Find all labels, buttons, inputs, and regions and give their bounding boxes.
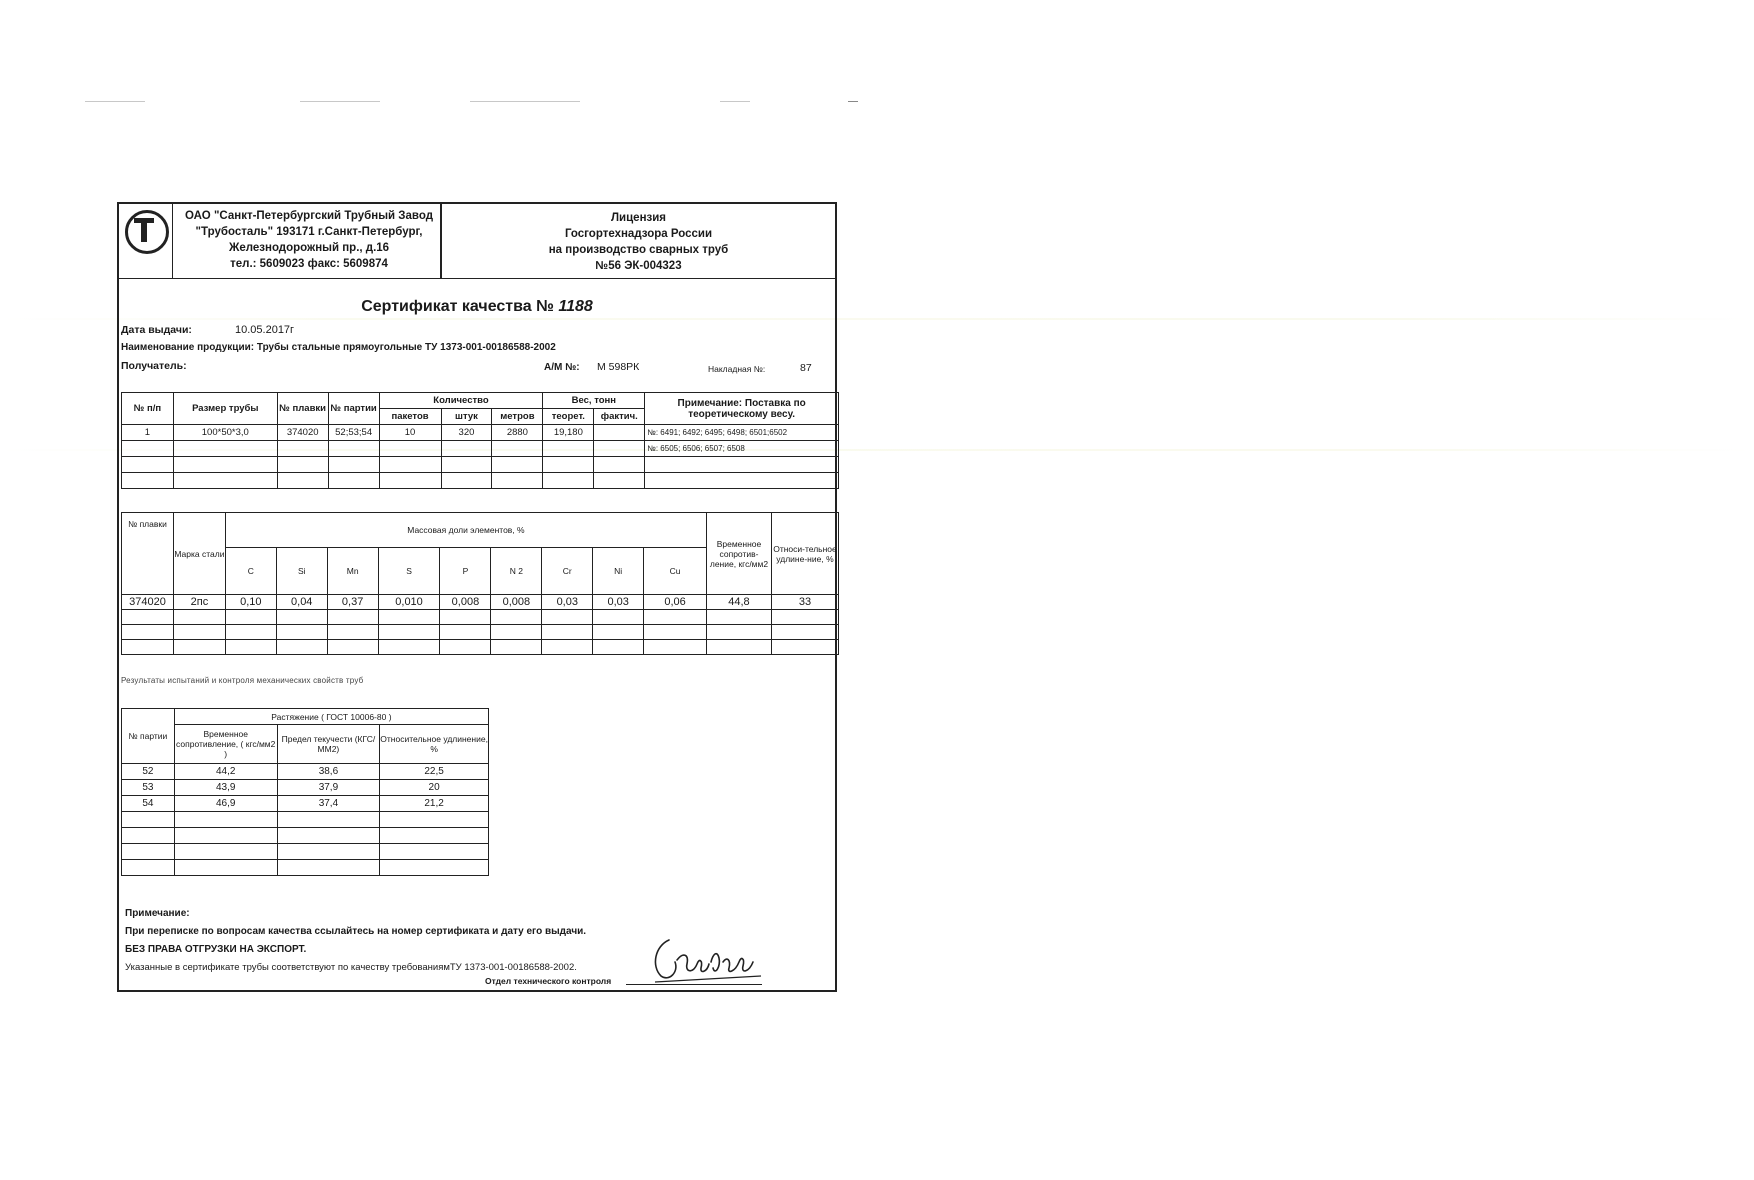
col-header-note: Примечание: Поставка по теоретическому весу. bbox=[645, 393, 839, 425]
issue-date-label: Дата выдачи: bbox=[121, 324, 192, 336]
cell-pieces: 320 bbox=[441, 425, 492, 441]
cell-element-value: 0,10 bbox=[225, 595, 276, 610]
cell-yield-strength: 38,6 bbox=[277, 764, 380, 780]
cell-tensile-strength: 44,8 bbox=[707, 595, 772, 610]
table-row bbox=[122, 625, 839, 640]
license-scope: на производство сварных труб bbox=[548, 244, 729, 256]
table-row bbox=[122, 595, 839, 610]
table-row bbox=[122, 425, 839, 441]
cell-num: 1 bbox=[122, 425, 174, 441]
col-header-actual: фактич. bbox=[594, 409, 645, 425]
cell-element-value: 0,03 bbox=[542, 595, 593, 610]
table-row bbox=[122, 796, 489, 812]
certificate-header bbox=[119, 204, 835, 279]
col-header-elongation: Относительное удлинение, % bbox=[380, 725, 489, 764]
cell-party: 52 bbox=[122, 764, 175, 780]
scan-artifact-mark bbox=[848, 101, 858, 102]
col-header-num: № п/п bbox=[122, 393, 174, 425]
cell-note: №: 6505; 6506; 6507; 6508 bbox=[645, 441, 839, 457]
logo-ring-icon bbox=[125, 210, 169, 254]
col-header-tensile-strength: Временное сопротив-ление, кгс/мм2 bbox=[707, 513, 772, 595]
vehicle-number: М 598РК bbox=[597, 361, 640, 373]
mechanical-table bbox=[121, 708, 489, 876]
cell-packs: 10 bbox=[379, 425, 441, 441]
table-row bbox=[122, 780, 489, 796]
cell-meters: 2880 bbox=[492, 425, 543, 441]
col-header-yield-strength: Предел текучести (КГС/ММ2) bbox=[277, 725, 380, 764]
invoice-label: Накладная №: bbox=[708, 364, 766, 374]
notes-correspondence: При переписке по вопросам качества ссылайтесь на номер сертификата и дату его выдачи. bbox=[125, 926, 587, 937]
cell-melt: 374020 bbox=[277, 425, 328, 441]
col-header-theoretical: теорет. bbox=[543, 409, 594, 425]
col-header-element: P bbox=[440, 548, 491, 595]
cell-size: 100*50*3,0 bbox=[173, 425, 277, 441]
col-header-elongation: Относи-тельное удлине-ние, % bbox=[771, 513, 838, 595]
table-row bbox=[122, 844, 489, 860]
table-row bbox=[122, 764, 489, 780]
cell-element-value: 0,008 bbox=[440, 595, 491, 610]
cell-elongation: 33 bbox=[771, 595, 838, 610]
signature-label: Отдел технического контроля bbox=[485, 976, 612, 986]
logo-pipe-icon bbox=[141, 222, 147, 242]
col-header-tensile-strength: Временное сопротивление, ( кгс/мм2 ) bbox=[174, 725, 277, 764]
table-row bbox=[122, 473, 839, 489]
certificate-number: 1188 bbox=[558, 298, 593, 315]
cell-element-value: 0,37 bbox=[327, 595, 378, 610]
cell-element-value: 0,06 bbox=[644, 595, 707, 610]
notes-label: Примечание: bbox=[125, 908, 190, 919]
table-row bbox=[122, 441, 839, 457]
shipment-table bbox=[121, 392, 839, 489]
company-address: "Трубосталь" 193171 г.Санкт-Петербург, bbox=[195, 226, 423, 238]
license-info bbox=[444, 210, 833, 274]
cell-element-value: 0,010 bbox=[378, 595, 440, 610]
cell-grade: 2пс bbox=[173, 595, 225, 610]
license-authority: Госгортехнадзора России bbox=[564, 228, 713, 240]
cell-note: №: 6491; 6492; 6495; 6498; 6501;6502 bbox=[645, 425, 839, 441]
certificate-title-label: Сертификат качества № bbox=[361, 298, 554, 315]
col-header-size: Размер трубы bbox=[173, 393, 277, 425]
certificate-title bbox=[119, 298, 835, 316]
col-header-pieces: штук bbox=[441, 409, 492, 425]
col-header-melt: № плавки bbox=[277, 393, 328, 425]
cell-elongation: 21,2 bbox=[380, 796, 489, 812]
table-row bbox=[122, 640, 839, 655]
col-header-element: Cu bbox=[644, 548, 707, 595]
cell-elongation: 20 bbox=[380, 780, 489, 796]
col-header-party: № партии bbox=[122, 709, 175, 764]
col-header-tension: Растяжение ( ГОСТ 10006-80 ) bbox=[174, 709, 488, 725]
company-phones: тел.: 5609023 факс: 5609874 bbox=[230, 258, 388, 270]
recipient-label: Получатель: bbox=[121, 360, 187, 372]
cell-tensile-strength: 44,2 bbox=[174, 764, 277, 780]
col-header-grade: Марка стали bbox=[173, 513, 225, 595]
cell-element-value: 0,03 bbox=[593, 595, 644, 610]
col-header-mass-fractions: Массовая доли элементов, % bbox=[225, 513, 706, 548]
col-header-element: N 2 bbox=[491, 548, 542, 595]
license-number: №56 ЭК-004323 bbox=[595, 260, 682, 272]
quality-certificate bbox=[117, 202, 837, 992]
company-name: ОАО "Санкт-Петербургский Трубный Завод bbox=[185, 210, 433, 222]
signature bbox=[649, 932, 769, 988]
notes-no-export: БЕЗ ПРАВА ОТГРУЗКИ НА ЭКСПОРТ. bbox=[125, 944, 307, 955]
table-row bbox=[122, 610, 839, 625]
col-header-meters: метров bbox=[492, 409, 543, 425]
issue-date: 10.05.2017г bbox=[235, 324, 295, 336]
table-row bbox=[122, 812, 489, 828]
col-header-weight: Вес, тонн bbox=[543, 393, 645, 409]
cell-theoretical: 19,180 bbox=[543, 425, 594, 441]
header-divider bbox=[440, 204, 442, 278]
cell-party: 54 bbox=[122, 796, 175, 812]
col-header-element: Si bbox=[276, 548, 327, 595]
col-header-element: Mn bbox=[327, 548, 378, 595]
col-header-party: № партии bbox=[328, 393, 379, 425]
col-header-element: S bbox=[378, 548, 440, 595]
col-header-quantity: Количество bbox=[379, 393, 543, 409]
company-street: Железнодорожный пр., д.16 bbox=[228, 242, 390, 254]
cell-element-value: 0,008 bbox=[491, 595, 542, 610]
col-header-packs: пакетов bbox=[379, 409, 441, 425]
notes-compliance: Указанные в сертификате трубы соответствуют по качеству требованиямТУ 1373-001-00186588-2002. bbox=[125, 962, 577, 973]
cell-elongation: 22,5 bbox=[380, 764, 489, 780]
company-logo bbox=[119, 204, 173, 278]
vehicle-label: А/М №: bbox=[544, 362, 580, 373]
cell-tensile-strength: 46,9 bbox=[174, 796, 277, 812]
cell-party: 53 bbox=[122, 780, 175, 796]
scan-artifact-mark bbox=[85, 101, 145, 102]
product-name: Наименование продукции: Трубы стальные прямоугольные ТУ 1373-001-00186588-2002 bbox=[121, 342, 556, 353]
mechanical-tests-caption: Результаты испытаний и контроля механических свойств труб bbox=[121, 676, 364, 685]
company-info bbox=[174, 208, 444, 272]
scan-artifact-mark bbox=[720, 101, 750, 102]
cell-yield-strength: 37,9 bbox=[277, 780, 380, 796]
scan-artifact-mark bbox=[470, 101, 580, 102]
license-title: Лицензия bbox=[610, 212, 667, 224]
cell-element-value: 0,04 bbox=[276, 595, 327, 610]
col-header-melt: № плавки bbox=[122, 513, 174, 595]
table-row bbox=[122, 457, 839, 473]
cell-party: 52;53;54 bbox=[328, 425, 379, 441]
table-row bbox=[122, 860, 489, 876]
cell-tensile-strength: 43,9 bbox=[174, 780, 277, 796]
cell-yield-strength: 37,4 bbox=[277, 796, 380, 812]
invoice-number: 87 bbox=[800, 362, 812, 374]
table-row bbox=[122, 828, 489, 844]
cell-actual bbox=[594, 425, 645, 441]
col-header-element: Ni bbox=[593, 548, 644, 595]
scan-artifact-mark bbox=[300, 101, 380, 102]
cell-melt: 374020 bbox=[122, 595, 174, 610]
col-header-element: C bbox=[225, 548, 276, 595]
chemistry-table bbox=[121, 512, 839, 655]
col-header-element: Cr bbox=[542, 548, 593, 595]
